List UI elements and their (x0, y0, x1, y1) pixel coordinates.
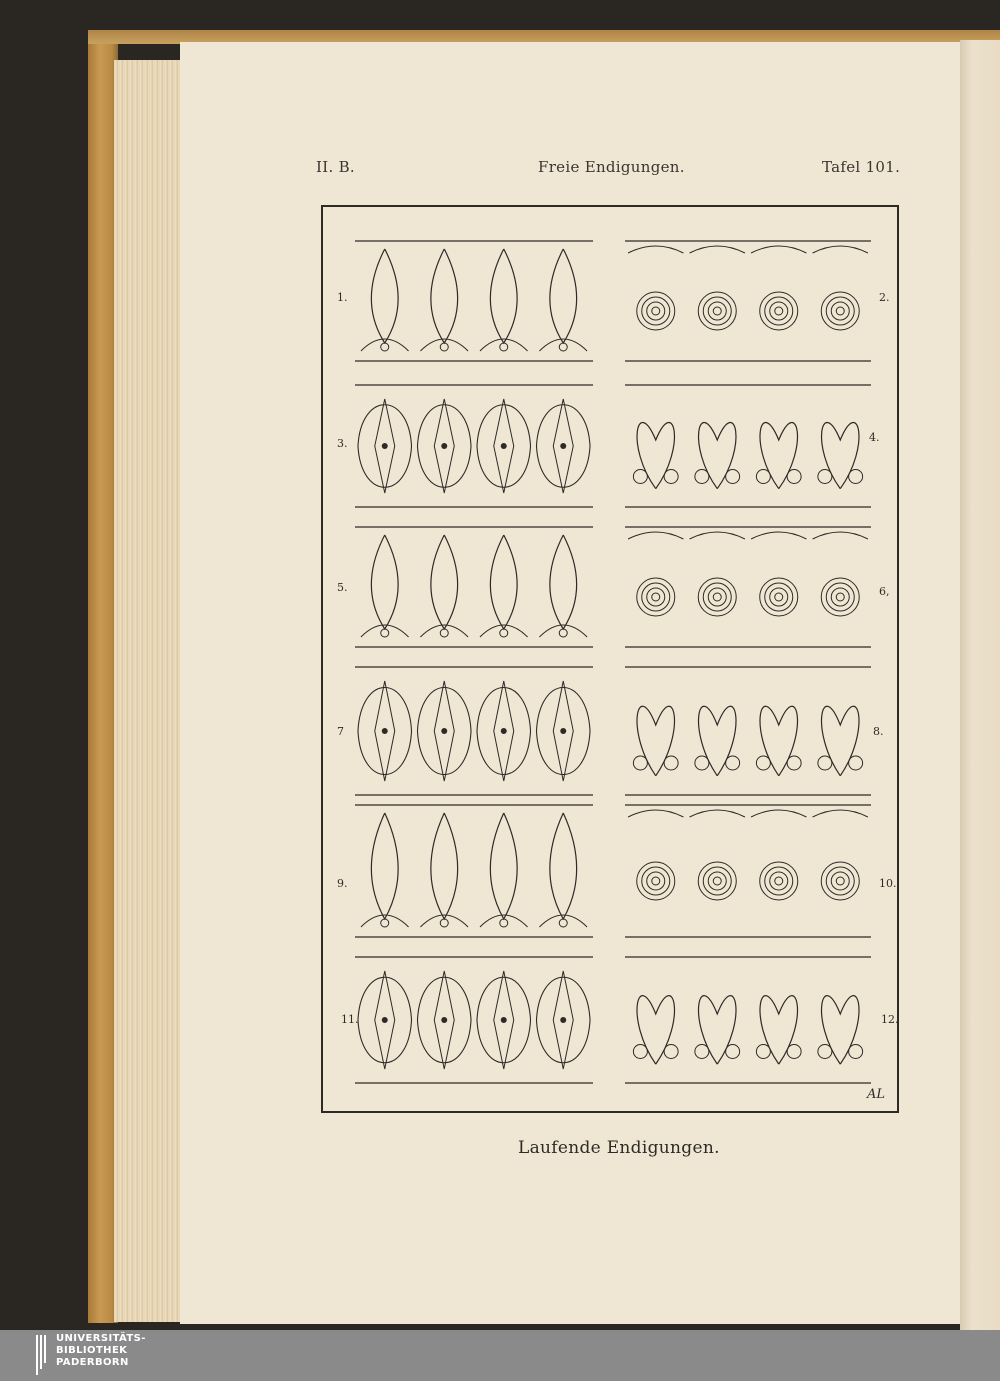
library-logo-icon (36, 1335, 46, 1375)
ornament-panel-8 (625, 667, 871, 795)
panel-number-7: 7 (337, 725, 344, 738)
panel-number-9: 9. (337, 877, 348, 890)
panel-number-10: 10. (879, 877, 897, 890)
ornament-plate (321, 205, 899, 1113)
ornament-panel-1 (355, 241, 593, 361)
ornament-panel-10 (625, 805, 871, 937)
plate-number: Tafel 101. (822, 158, 901, 176)
page-gutter (960, 40, 1000, 1330)
ornament-panel-7 (355, 667, 593, 795)
ornament-panel-2 (625, 241, 871, 361)
ornament-panel-3 (355, 385, 593, 507)
panel-number-4: 4. (869, 431, 880, 444)
ornament-panel-5 (355, 527, 593, 647)
plate-caption: Laufende Endigungen. (518, 1138, 720, 1158)
panel-number-6: 6, (879, 585, 890, 598)
panel-number-3: 3. (337, 437, 348, 450)
library-logo-line3: PADERBORN (56, 1357, 129, 1368)
ornament-panel-11 (355, 957, 593, 1083)
ornament-panel-6 (625, 527, 871, 647)
library-logo-text (56, 1333, 146, 1369)
running-header-title: Freie Endigungen. (538, 158, 685, 176)
panel-number-2: 2. (879, 291, 890, 304)
ornament-drawings (323, 207, 901, 1115)
panel-number-1: 1. (337, 291, 348, 304)
running-header-left: II. B. (316, 158, 355, 176)
panel-number-11: 11. (341, 1013, 359, 1026)
library-footer (0, 1330, 1000, 1381)
ornament-panel-4 (625, 385, 871, 507)
artist-monogram: AL (867, 1087, 886, 1102)
panel-number-5: 5. (337, 581, 348, 594)
panel-number-12: 12. (881, 1013, 899, 1026)
library-logo-line2: BIBLIOTHEK (56, 1345, 128, 1356)
ornament-panel-9 (355, 805, 593, 937)
ornament-panel-12 (625, 957, 871, 1083)
page-edges (114, 60, 184, 1322)
library-logo-line1: UNIVERSITÄTS- (56, 1333, 146, 1344)
panel-number-8: 8. (873, 725, 884, 738)
